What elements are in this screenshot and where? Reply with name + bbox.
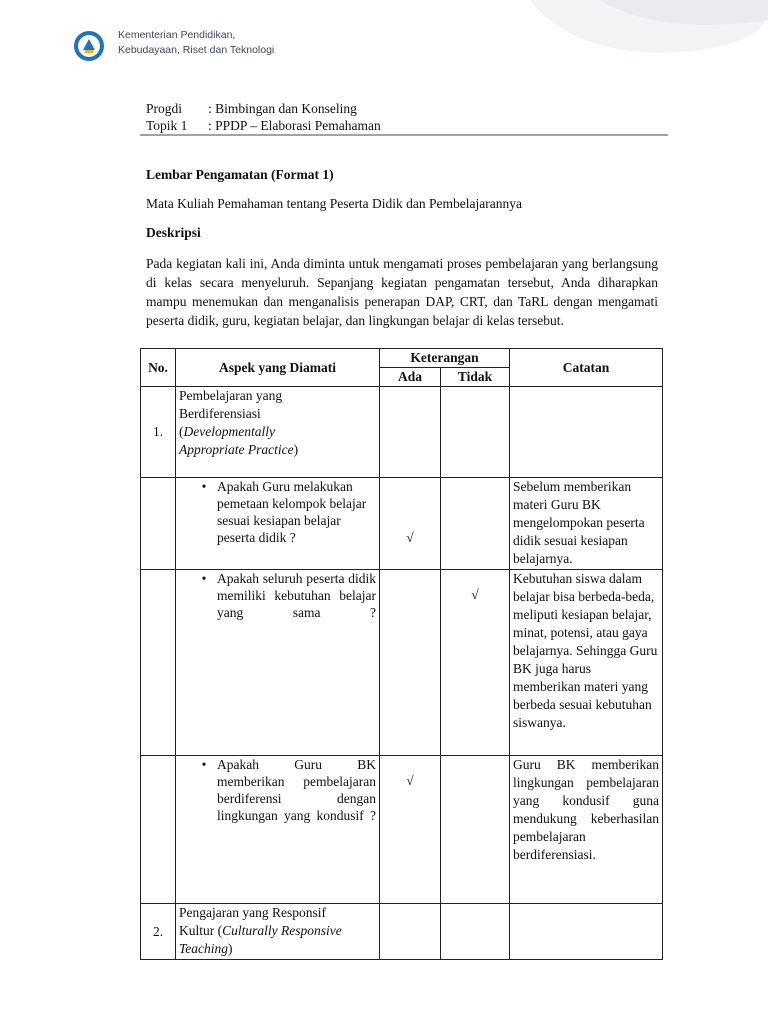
ada-check: √ [380,478,441,570]
table-row [141,756,663,904]
section-title-italic-wrap [179,922,376,958]
table-row [141,387,663,478]
question-cell [176,478,380,570]
section-title-line: Pengajaran yang Responsif [179,905,326,920]
paren: ) [293,442,299,457]
ministry-line-2: Kebudayaan, Riset dan Teknologi [118,44,275,56]
tidak-check [441,756,510,904]
tidak-cell [441,904,510,960]
ada-check: √ [380,756,441,904]
question-cell [176,756,380,904]
progdi-value: : Bimbingan dan Konseling [208,101,357,116]
note-text: Guru BK memberikan lingkungan pembelajaran yang kondusif guna mendukung keberhasilan pembelajaran berdiferensiasi. [510,756,663,904]
bullet-icon: • [201,757,207,772]
section-title-italic-wrap [179,423,299,459]
header-aspect: Aspek yang Diamati [176,349,380,387]
ministry-name [118,28,274,58]
section-title [176,904,380,960]
question-cell [176,570,380,756]
table-header-row [141,349,663,368]
paren: ( [179,424,184,439]
bullet-item [179,478,376,546]
header-no: No. [141,349,176,387]
ministry-line-1: Kementerian Pendidikan, [118,29,236,41]
paren: ) [228,941,233,956]
document-meta [146,100,381,134]
table-row [141,904,663,960]
page-title: Lembar Pengamatan (Format 1) [146,167,334,182]
progdi-row [146,100,381,117]
topik-value: : PPDP – Elaborasi Pemahaman [208,118,381,133]
tidak-check [441,478,510,570]
description-paragraph: Pada kegiatan kali ini, Anda diminta untuk mengamati proses pembelajaran yang berlangsung di kelas secara menyeluruh. Sepanjang kegiatan pengamatan tersebut, Anda diharapkan mampu menemukan dan menganalisis penerapan DAP, CRT, dan TaRL dengan mengamati peserta didik, guru, kegiatan belajar, dan lingkungan belajar di kelas tersebut. [146,256,658,328]
header-tidak: Tidak [441,368,510,387]
tidak-check: √ [441,570,510,756]
number-cell [141,756,176,904]
background-decoration [0,0,768,130]
course-subject: Mata Kuliah Pemahaman tentang Peserta Didik dan Pembelajarannya [146,196,523,211]
progdi-label: Progdi [146,101,183,116]
topik-row [146,117,381,134]
topik-label: Topik 1 [146,118,188,133]
bullet-item [179,570,376,621]
header-keterangan: Keterangan [380,349,510,368]
section-title-line: Pembelajaran yang [179,388,283,403]
note-text: Kebutuhan siswa dalam belajar bisa berbeda-beda, meliputi kesiapan belajar, minat, potensi, atau gaya belajarnya. Sehingga Guru BK juga harus memberikan materi yang berbeda sesuai kebutuhan siswanya. [510,570,663,756]
header-ada: Ada [380,368,441,387]
section-title-italic: Culturally Responsive Teaching [179,923,342,956]
note-cell [510,387,663,478]
table-row [141,570,663,756]
number-cell [141,478,176,570]
question-text: Apakah seluruh peserta didik memiliki kebutuhan belajar yang sama ? [217,571,376,620]
section-number: 1. [141,387,176,478]
tidak-cell [441,387,510,478]
header-divider [140,134,668,136]
ada-cell [380,904,441,960]
note-text: Sebelum memberikan materi Guru BK mengelompokan peserta didik sesuai kesiapan belajarnya. [510,478,663,570]
description-heading: Deskripsi [146,225,201,240]
bullet-icon: • [201,479,207,494]
section-number: 2. [141,904,176,960]
question-text: Apakah Guru BK memberikan pembelajaran berdiferensi dengan lingkungan yang kondusif ? [217,757,376,823]
bullet-item [179,756,376,824]
note-cell [510,904,663,960]
header-catatan: Catatan [510,349,663,387]
question-text: Apakah Guru melakukan pemetaan kelompok belajar sesuai kesiapan belajar peserta didik ? [217,479,367,545]
ada-check [380,570,441,756]
section-title [176,387,380,478]
table-row [141,478,663,570]
ada-cell [380,387,441,478]
bullet-icon: • [201,571,207,586]
number-cell [141,570,176,756]
section-title-italic: Developmentally Appropriate Practice [179,424,294,457]
kemendikbud-logo-icon [73,30,105,62]
section-title-line: Berdiferensiasi [179,406,261,421]
section-title-prefix: Kultur ( [179,923,223,938]
observation-table [140,348,663,960]
